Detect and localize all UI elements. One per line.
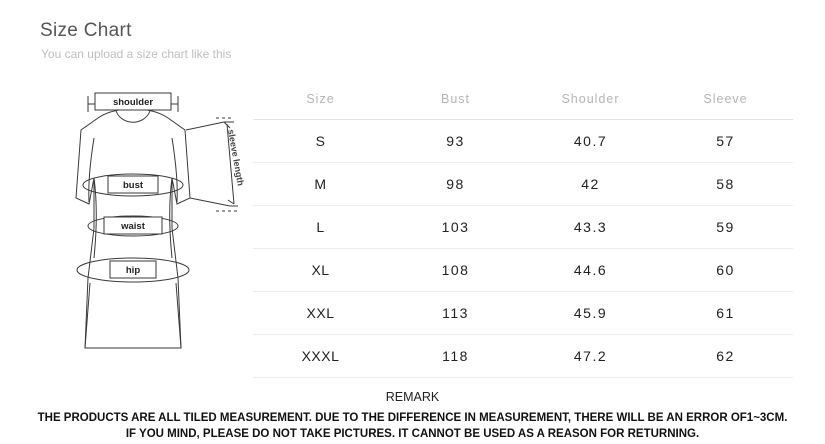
cell-shoulder: 47.2 — [523, 335, 658, 378]
cell-size: L — [253, 206, 388, 249]
cell-size: S — [253, 120, 388, 163]
cell-bust: 118 — [388, 335, 523, 378]
cell-bust: 113 — [388, 292, 523, 335]
dress-diagram-svg — [38, 78, 253, 373]
table-row — [253, 249, 793, 292]
cell-bust: 103 — [388, 206, 523, 249]
size-table-head — [253, 80, 793, 120]
cell-sleeve: 58 — [658, 163, 793, 206]
cell-shoulder: 45.9 — [523, 292, 658, 335]
garment-measurement-diagram — [38, 78, 253, 373]
label-bust: bust — [122, 180, 144, 191]
cell-shoulder: 44.6 — [523, 249, 658, 292]
cell-sleeve: 62 — [658, 335, 793, 378]
table-row — [253, 335, 793, 378]
size-table-container — [253, 80, 793, 378]
column-header-shoulder: Shoulder — [523, 80, 658, 120]
size-table — [253, 80, 793, 378]
cell-bust: 108 — [388, 249, 523, 292]
label-waist: waist — [121, 221, 145, 232]
cell-size: XXXL — [253, 335, 388, 378]
cell-sleeve: 59 — [658, 206, 793, 249]
column-header-bust: Bust — [388, 80, 523, 120]
remark-heading: REMARK — [385, 390, 440, 404]
label-shoulder: shoulder — [112, 97, 154, 108]
cell-bust: 98 — [388, 163, 523, 206]
cell-bust: 93 — [388, 120, 523, 163]
page-subtitle: You can upload a size chart like this — [41, 47, 232, 61]
label-sleeve-length: sleeve length — [226, 128, 246, 187]
cell-sleeve: 60 — [658, 249, 793, 292]
cell-size: XXL — [253, 292, 388, 335]
cell-sleeve: 57 — [658, 120, 793, 163]
remark-line-2: IF YOU MIND, PLEASE DO NOT TAKE PICTURES. IT CANNOT BE USED AS A REASON FOR RETURNING. — [125, 428, 700, 440]
cell-shoulder: 43.3 — [523, 206, 658, 249]
table-row — [253, 206, 793, 249]
cell-size: XL — [253, 249, 388, 292]
column-header-sleeve: Sleeve — [658, 80, 793, 120]
cell-shoulder: 40.7 — [523, 120, 658, 163]
column-header-size: Size — [253, 80, 388, 120]
cell-size: M — [253, 163, 388, 206]
remark-line-1: THE PRODUCTS ARE ALL TILED MEASUREMENT. DUE TO THE DIFFERENCE IN MEASUREMENT, THERE WILL BE AN ERROR OF1~3CM. — [37, 412, 788, 424]
table-row — [253, 163, 793, 206]
label-hip: hip — [125, 265, 141, 276]
cell-sleeve: 61 — [658, 292, 793, 335]
page-title: Size Chart — [40, 20, 132, 41]
table-row — [253, 120, 793, 163]
table-row — [253, 292, 793, 335]
size-table-body — [253, 120, 793, 378]
table-header-row — [253, 80, 793, 120]
cell-shoulder: 42 — [523, 163, 658, 206]
